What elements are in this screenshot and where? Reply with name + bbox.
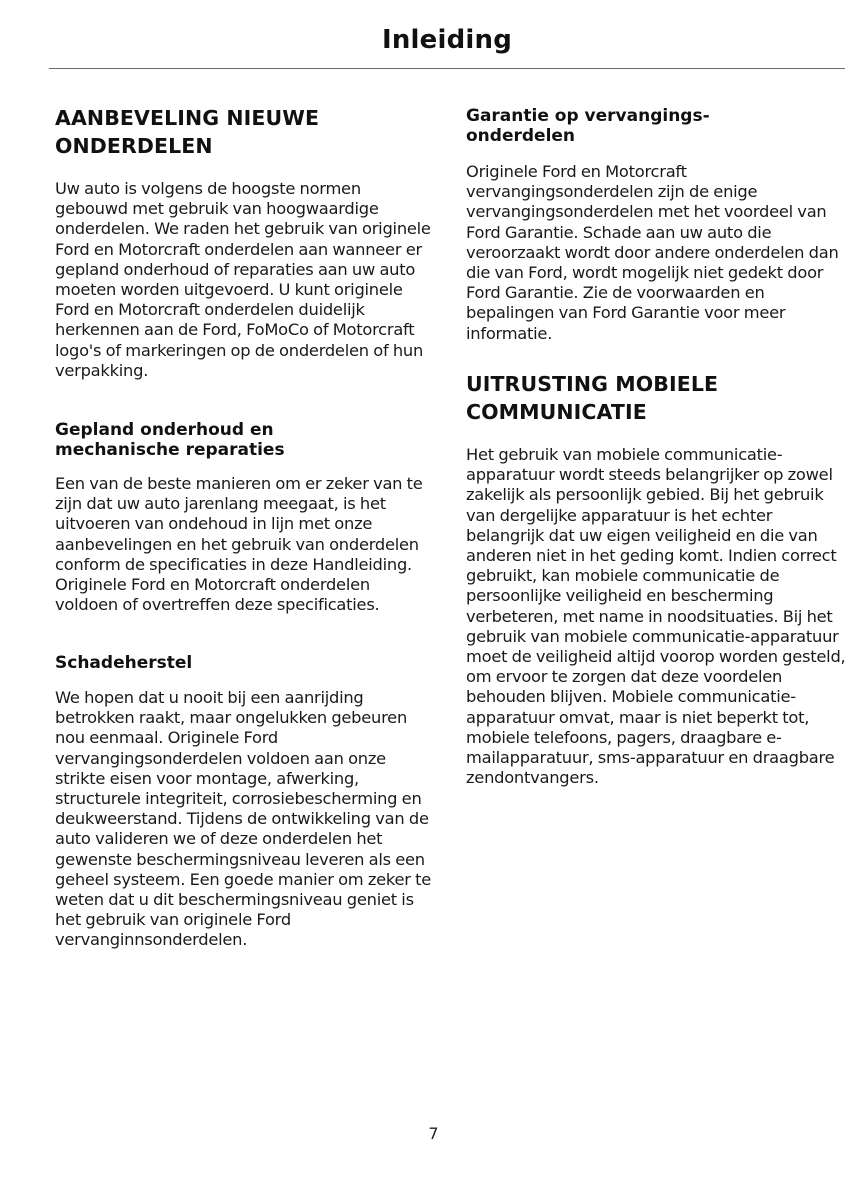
section-heading-mobiele-communicatie: UITRUSTING MOBIELE COMMUNICATIE: [466, 372, 719, 424]
page-header: [49, 22, 845, 69]
section-heading-schadeherstel: Schadeherstel: [55, 653, 193, 673]
section-body-mobiele-communicatie: Het gebruik van mobiele communicatie-apparatuur wordt steeds belangrijker op zowel zakelijk als persoonlijk gebied. Bij het gebruik van dergelijke apparatuur is het echter belangrijk dat uw eigen veiligheid en die van anderen niet in het geding komt. Indien correct gebruikt, kan mobiele communicatie de persoonlijke veiligheid en bescherming verbeteren, met name in noodsituaties. Bij het gebruik van mobiele communicatie-apparatuur moet de veiligheid altijd voorop worden gesteld, om ervoor te zorgen dat deze voordelen behouden blijven. Mobiele communicatie-apparatuur omvat, maar is niet beperkt tot, mobiele telefoons, pagers, draagbare e-mailapparatuur, sms-apparatuur en draagbare zendontvangers.: [466, 445, 846, 788]
section-body-garantie: Originele Ford en Motorcraft vervangingsonderdelen zijn de enige vervangingsonderdelen met het voordeel van Ford Garantie. Schade aan uw auto die veroorzaakt wordt door andere onderdelen dan die van Ford, wordt mogelijk niet gedekt door Ford Garantie. Zie de voorwaarden en bepalingen van Ford Garantie voor meer informatie.: [466, 162, 839, 343]
section-heading-gepland-onderhoud: Gepland onderhoud en mechanische reparaties: [55, 420, 285, 460]
page-number: 7: [428, 1124, 439, 1143]
section-body-gepland-onderhoud: Een van de beste manieren om er zeker van te zijn dat uw auto jarenlang meegaat, is het uitvoeren van ondehoud in lijn met onze aanbevelingen en het gebruik van onderdelen conform de specificaties in deze Handleiding. Originele Ford en Motorcraft onderdelen voldoen of overtreffen deze specificaties.: [55, 474, 423, 615]
section-body-aanbeveling: Uw auto is volgens de hoogste normen gebouwd met gebruik van hoogwaardige onderdelen. We raden het gebruik van originele Ford en Motorcraft onderdelen aan wanneer er gepland onderhoud of reparaties aan uw auto moeten worden uitgevoerd. U kunt originele Ford en Motorcraft onderdelen duidelijk herkennen aan de Ford, FoMoCo of Motorcraft logo's of markeringen op de onderdelen of hun verpakking.: [55, 179, 431, 380]
section-heading-garantie: Garantie op vervangings-onderdelen: [466, 106, 710, 146]
section-heading-aanbeveling: AANBEVELING NIEUWE ONDERDELEN: [55, 106, 320, 158]
section-body-schadeherstel: We hopen dat u nooit bij een aanrijding betrokken raakt, maar ongelukken gebeuren nou eenmaal. Originele Ford vervangingsonderdelen voldoen aan onze strikte eisen voor montage, afwerking, structurele integriteit, corrosiebescherming en deukweerstand. Tijdens de ontwikkeling van de auto valideren we of deze onderdelen het gewenste beschermingsniveau leveren als een geheel systeem. Een goede manier om zeker te weten dat u dit beschermingsniveau geniet is het gebruik van originele Ford vervanginnsonderdelen.: [55, 688, 432, 950]
page-title: Inleiding: [381, 25, 513, 55]
